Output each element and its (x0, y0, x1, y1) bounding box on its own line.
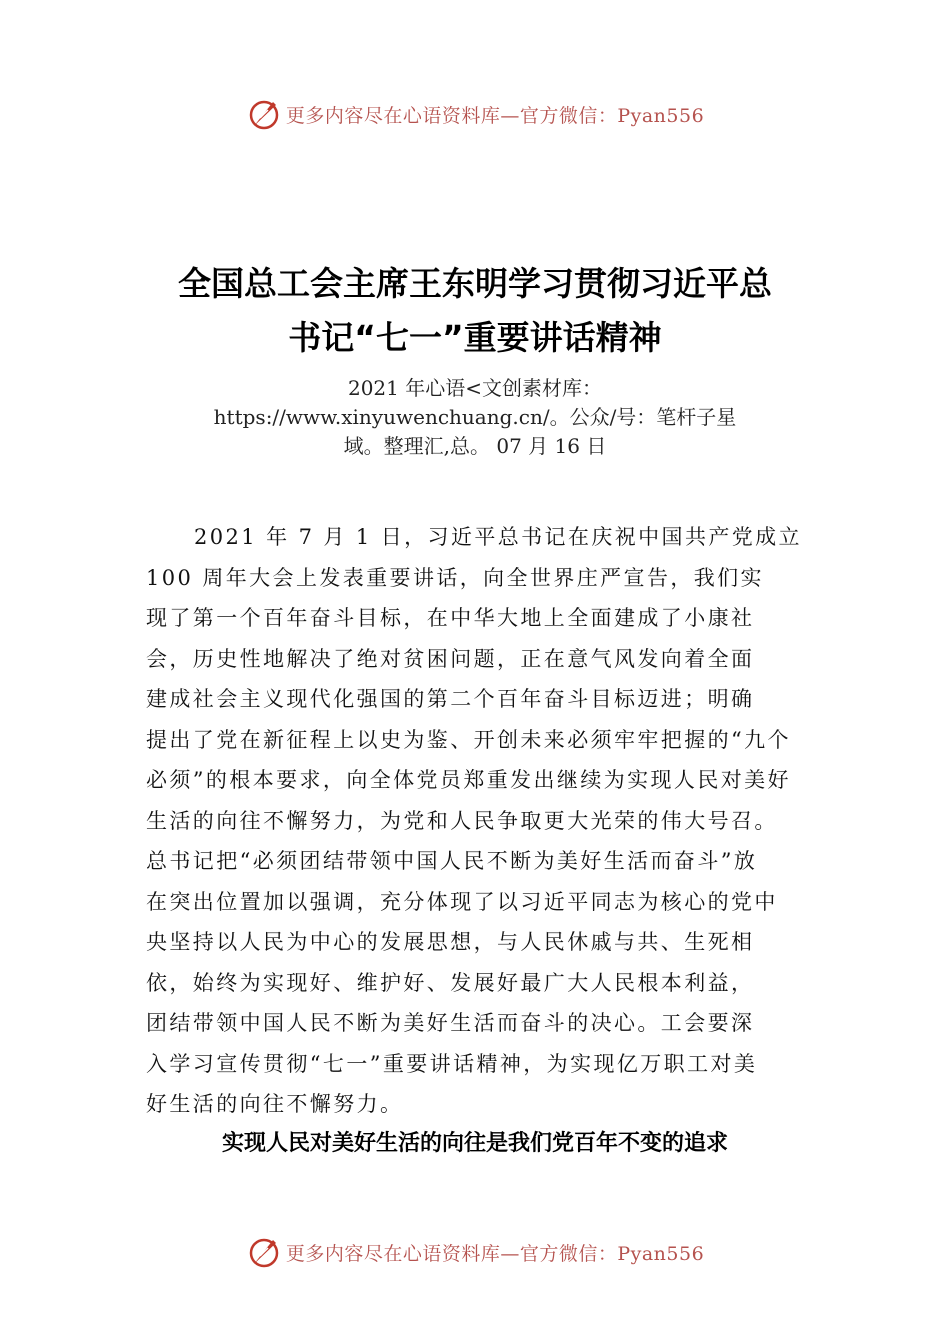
source-meta-line-2: https://www.xinyuwenchuang.cn/。公众/号：笔杆子星 (213, 405, 737, 429)
body-line: 必须”的根本要求，向全体党员郑重发出继续为实现人民对美好 (146, 768, 791, 792)
footer-banner-text: 更多内容尽在心语资料库—官方微信：Pyan556 (285, 1242, 705, 1265)
body-line: 现了第一个百年奋斗目标，在中华大地上全面建成了小康社 (146, 606, 755, 630)
body-line: 在突出位置加以强调，充分体现了以习近平同志为核心的党中 (146, 889, 778, 914)
body-line: 100 周年大会上发表重要讲话，向全世界庄严宣告，我们实 (146, 565, 764, 590)
section-heading: 实现人民对美好生活的向往是我们党百年不变的追求 (221, 1131, 728, 1156)
footer-banner (0, 1230, 950, 1274)
body-line: 2021 年 7 月 1 日，习近平总书记在庆祝中国共产党成立 (194, 525, 802, 549)
body-line: 入学习宣传贯彻“七一”重要讲话精神，为实现亿万职工对美 (146, 1051, 758, 1076)
body-line: 总书记把“必须团结带领中国人民不断为美好生活而奋斗”放 (146, 849, 758, 873)
body-line: 提出了党在新征程上以史为鉴、开创未来必须牢牢把握的“九个 (146, 727, 791, 752)
footer-wechat-id: Pyan556 (617, 1242, 705, 1265)
body-line: 央坚持以人民为中心的发展思想，与人民休戚与共、生死相 (146, 930, 755, 954)
source-meta-line-3: 域。整理汇,总。 07 月 16 日 (343, 434, 607, 458)
document-title-line-2: 书记“七一”重要讲话精神 (288, 318, 662, 357)
header-banner-text: 更多内容尽在心语资料库—官方微信：Pyan556 (285, 104, 705, 127)
document-title-line-1: 全国总工会主席王东明学习贯彻习近平总 (178, 264, 772, 303)
body-line: 会，历史性地解决了绝对贫困问题，正在意气风发向着全面 (146, 646, 755, 671)
quill-logo-icon (246, 1234, 282, 1270)
quill-logo-icon (246, 96, 282, 132)
body-line: 依，始终为实现好、维护好、发展好最广大人民根本利益， (146, 970, 755, 995)
body-line: 好生活的向往不懈努力。 (146, 1092, 404, 1116)
body-line: 团结带领中国人民不断为美好生活而奋斗的决心。工会要深 (146, 1011, 755, 1035)
header-wechat-id: Pyan556 (617, 104, 705, 127)
body-paragraph (146, 517, 836, 1125)
header-banner (0, 92, 950, 136)
body-line: 建成社会主义现代化强国的第二个百年奋斗目标迈进；明确 (146, 687, 755, 711)
body-line: 生活的向往不懈努力，为党和人民争取更大光荣的伟大号召。 (146, 808, 778, 833)
source-meta-line-1: 2021 年心语<文创素材库： (347, 376, 602, 400)
